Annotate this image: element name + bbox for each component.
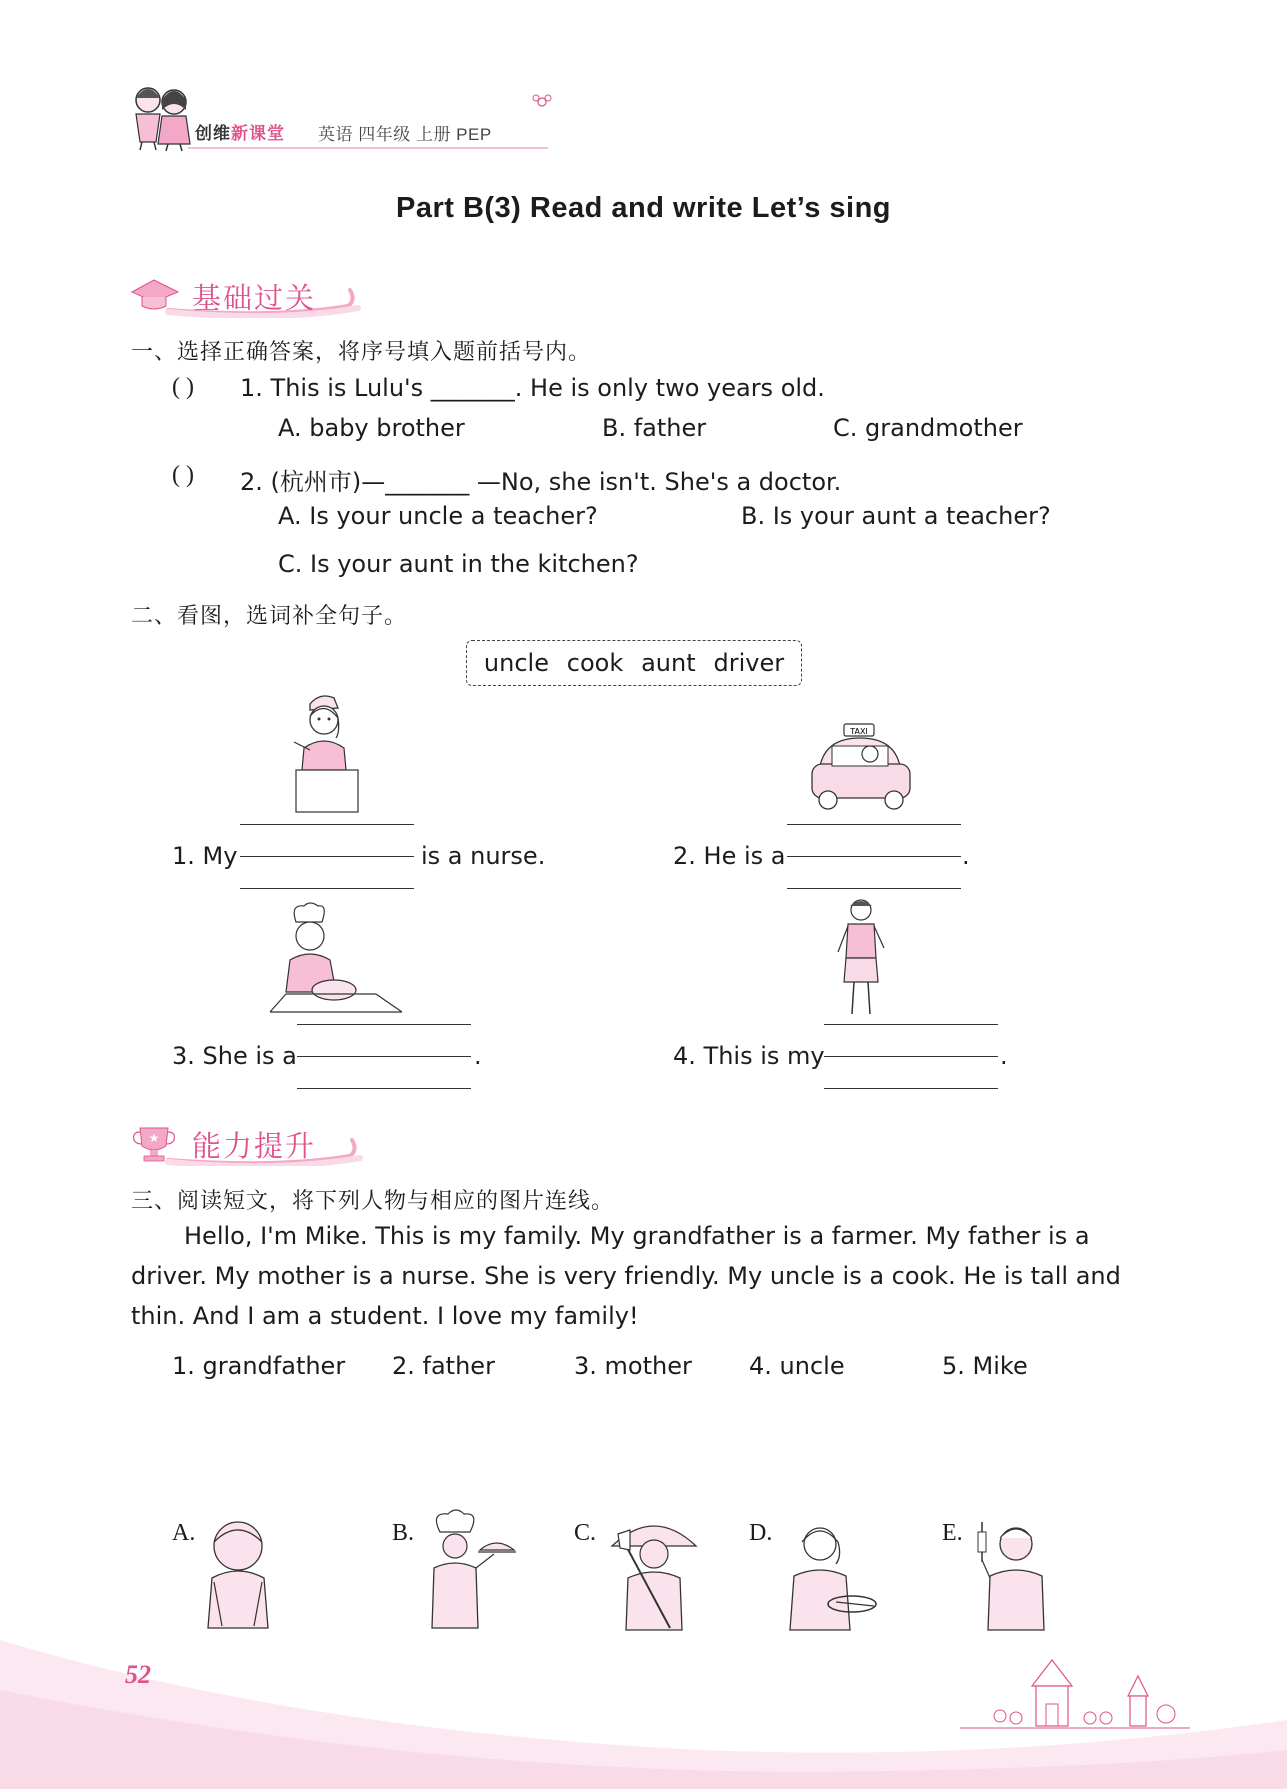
q3-person-4[interactable]: 4. uncle xyxy=(749,1352,845,1380)
word-bank-word: driver xyxy=(713,649,785,677)
answer-lines-1[interactable] xyxy=(240,824,414,888)
header-book-info: 英语 四年级 上册 PEP xyxy=(318,125,492,144)
section-banner-advanced xyxy=(128,1120,368,1166)
q3-person-1[interactable]: 1. grandfather xyxy=(172,1352,346,1380)
q1-item1-option-c[interactable]: C. grandmother xyxy=(833,414,1023,442)
section-title-advanced: 能力提升 xyxy=(192,1131,317,1163)
q2-sentence3-after: . xyxy=(474,1042,482,1070)
brand-part-1: 创维 xyxy=(195,124,231,143)
q1-item1-option-a[interactable]: A. baby brother xyxy=(278,414,465,442)
q3-person-3[interactable]: 3. mother xyxy=(574,1352,692,1380)
q1-item1-paren[interactable]: ( ) xyxy=(172,374,194,400)
picture-label-d: D. xyxy=(749,1520,773,1546)
aunt-picture xyxy=(830,896,892,1020)
brand-part-2: 新课堂 xyxy=(231,124,285,143)
q3-person-2[interactable]: 2. father xyxy=(392,1352,495,1380)
picture-label-e: E. xyxy=(942,1520,963,1546)
q3-passage-line-3: thin. And I am a student. I love my family! xyxy=(131,1302,639,1330)
q3-heading: 三、阅读短文，将下列人物与相应的图片连线。 xyxy=(131,1188,615,1213)
word-bank-word: aunt xyxy=(641,649,696,677)
answer-lines-3[interactable] xyxy=(297,1024,471,1088)
word-bank-word: uncle xyxy=(483,649,549,677)
taxi-sign-text: TAXI xyxy=(850,727,868,736)
q2-sentence2-after: . xyxy=(962,842,970,870)
q1-item2-option-a[interactable]: A. Is your uncle a teacher? xyxy=(278,502,598,530)
q2-sentence1-after: is a nurse. xyxy=(421,842,546,870)
header-flower-icon xyxy=(530,92,554,112)
q1-heading: 一、选择正确答案，将序号填入题前括号内。 xyxy=(131,339,592,364)
q1-item2-stem: 2. (杭州市)—_______ —No, she isn't. She's a doctor. xyxy=(240,468,842,496)
q2-sentence1-before: 1. My xyxy=(172,842,238,870)
nurse-picture xyxy=(280,690,380,814)
q1-item1-stem: 1. This is Lulu's _______. He is only two years old. xyxy=(240,374,825,402)
q1-item2-paren[interactable]: ( ) xyxy=(172,462,194,488)
q2-sentence3-before: 3. She is a xyxy=(172,1042,297,1070)
page-number: 52 xyxy=(125,1660,151,1689)
svg-text:★: ★ xyxy=(148,1131,160,1145)
header-brand xyxy=(195,119,285,144)
cook-picture xyxy=(266,900,406,1016)
word-bank-box xyxy=(466,640,802,686)
word-bank-word: cook xyxy=(566,649,624,677)
q1-item2-option-c[interactable]: C. Is your aunt in the kitchen? xyxy=(278,550,639,578)
picture-label-a: A. xyxy=(172,1520,196,1546)
q2-sentence4-after: . xyxy=(1000,1042,1008,1070)
picture-label-c: C. xyxy=(574,1520,597,1546)
q3-passage-line-2: driver. My mother is a nurse. She is very friendly. My uncle is a cook. He is tall and xyxy=(131,1262,1121,1290)
q1-item1-option-b[interactable]: B. father xyxy=(602,414,707,442)
section-banner-basic xyxy=(128,272,368,318)
castle-icon xyxy=(960,1656,1190,1732)
header-divider xyxy=(128,142,558,154)
page-title: Part B(3) Read and write Let’s sing xyxy=(395,192,892,224)
answer-lines-2[interactable] xyxy=(787,824,961,888)
q2-sentence2-before: 2. He is a xyxy=(673,842,786,870)
answer-lines-4[interactable] xyxy=(824,1024,998,1088)
taxi-driver-picture xyxy=(806,720,916,814)
q1-item2-option-b[interactable]: B. Is your aunt a teacher? xyxy=(741,502,1051,530)
q2-sentence4-before: 4. This is my xyxy=(673,1042,825,1070)
picture-label-b: B. xyxy=(392,1520,415,1546)
q3-passage-line-1: Hello, I'm Mike. This is my family. My grandfather is a farmer. My father is a xyxy=(184,1222,1090,1250)
section-title-basic: 基础过关 xyxy=(192,283,317,315)
q3-person-5[interactable]: 5. Mike xyxy=(942,1352,1028,1380)
q2-heading: 二、看图，选词补全句子。 xyxy=(131,603,408,628)
